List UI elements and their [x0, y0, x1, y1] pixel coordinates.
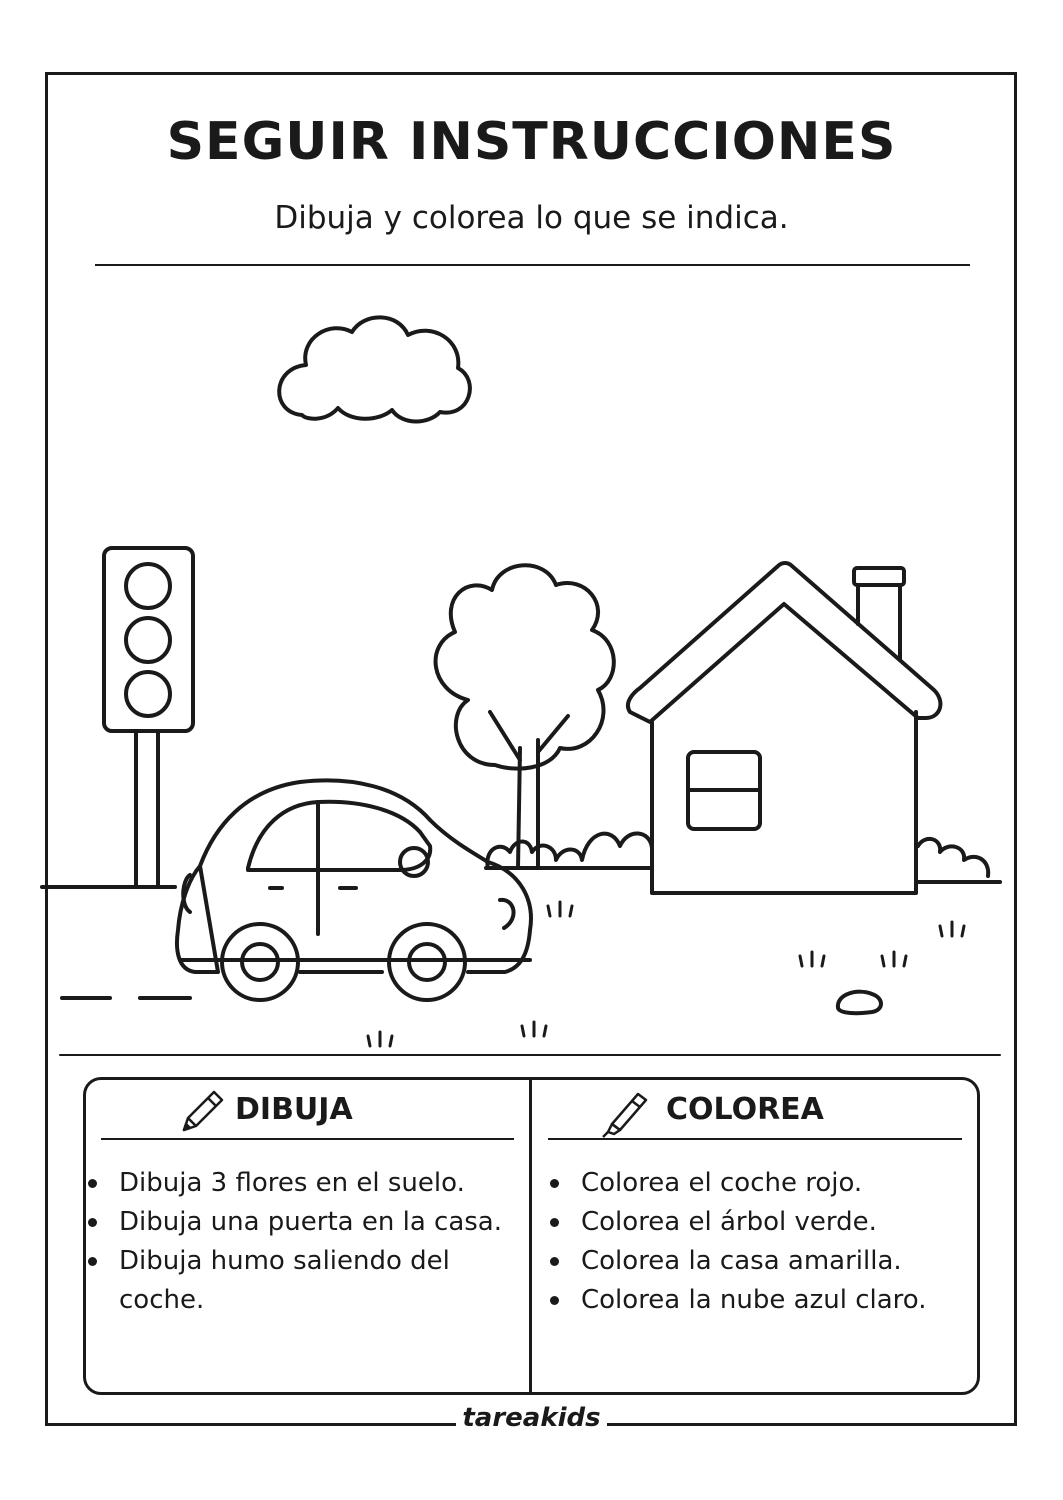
- brand-logo-text: tareakids: [456, 1403, 606, 1433]
- stone-icon: [838, 992, 881, 1014]
- color-heading-rule: [548, 1138, 962, 1140]
- color-heading: COLOREA: [666, 1092, 824, 1127]
- draw-heading-rule: [101, 1138, 514, 1140]
- brand-footer: [0, 1403, 1063, 1433]
- traffic-light-icon: [104, 548, 193, 887]
- page-title: SEGUIR INSTRUCCIONES: [166, 112, 897, 172]
- list-item: Colorea el coche rojo.: [545, 1164, 975, 1203]
- column-divider: [529, 1077, 532, 1395]
- list-item: Dibuja humo saliendo del coche.: [83, 1242, 503, 1320]
- marker-icon: [598, 1084, 654, 1140]
- draw-list: [83, 1164, 503, 1320]
- list-item: Colorea el árbol verde.: [545, 1203, 975, 1242]
- pencil-icon: [176, 1086, 228, 1138]
- car-icon: [177, 780, 531, 1000]
- list-item: Colorea la nube azul claro.: [545, 1281, 975, 1320]
- grass-icon: [368, 902, 964, 1046]
- tree-icon: [436, 565, 614, 868]
- draw-heading: DIBUJA: [235, 1092, 353, 1127]
- page-subtitle: Dibuja y colorea lo que se indica.: [274, 200, 789, 236]
- house-icon: [628, 563, 940, 893]
- color-list: [545, 1164, 975, 1320]
- list-item: Colorea la casa amarilla.: [545, 1242, 975, 1281]
- cloud-icon: [279, 317, 470, 421]
- list-item: Dibuja una puerta en la casa.: [83, 1203, 503, 1242]
- list-item: Dibuja 3 flores en el suelo.: [83, 1164, 503, 1203]
